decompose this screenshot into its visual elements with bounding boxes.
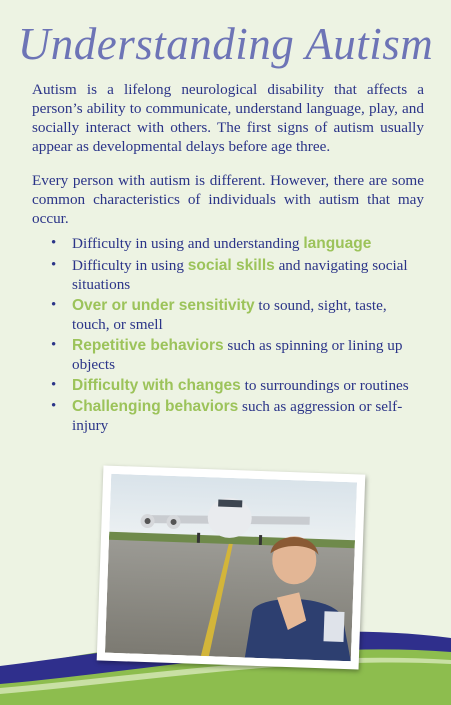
characteristics-paragraph: Every person with autism is different. However, there are some common characteristics of individuals with autism that may occur.	[32, 172, 424, 227]
item-text: such as spinning or lining up objects	[72, 337, 403, 373]
intro-paragraph: Autism is a lifelong neurological disability that affects a person’s ability to communicate, understand language, play, and socially interact with others. The first signs of autism usually appear as developmental delays before age three.	[32, 81, 424, 155]
photo-frame	[97, 465, 366, 669]
bullet-icon: •	[51, 257, 57, 273]
item-highlight: Difficulty with changes	[72, 377, 241, 394]
bullet-icon: •	[51, 235, 57, 251]
item-highlight: Challenging behaviors	[72, 398, 239, 415]
item-text: and navigating social situations	[72, 257, 408, 293]
item-highlight: Over or under sensitivity	[72, 297, 255, 314]
item-text: to surroundings or routines	[240, 377, 409, 394]
item-highlight: Repetitive behaviors	[72, 337, 224, 354]
bullet-icon: •	[51, 297, 57, 313]
photo-illustration	[105, 474, 357, 661]
bullet-icon: •	[51, 377, 57, 393]
photo-boy-airport	[105, 474, 357, 661]
item-highlight: social skills	[187, 257, 275, 274]
item-text: to sound, sight, taste, touch, or smell	[72, 297, 387, 333]
bullet-icon: •	[51, 398, 57, 414]
item-text: Difficulty in using and understanding	[72, 235, 304, 252]
item-text: Difficulty in using	[72, 257, 188, 274]
bullet-icon: •	[51, 337, 57, 353]
item-text: such as aggression or self-injury	[72, 398, 403, 434]
item-highlight: language	[303, 235, 372, 252]
page-title: Understanding Autism	[17, 19, 434, 69]
